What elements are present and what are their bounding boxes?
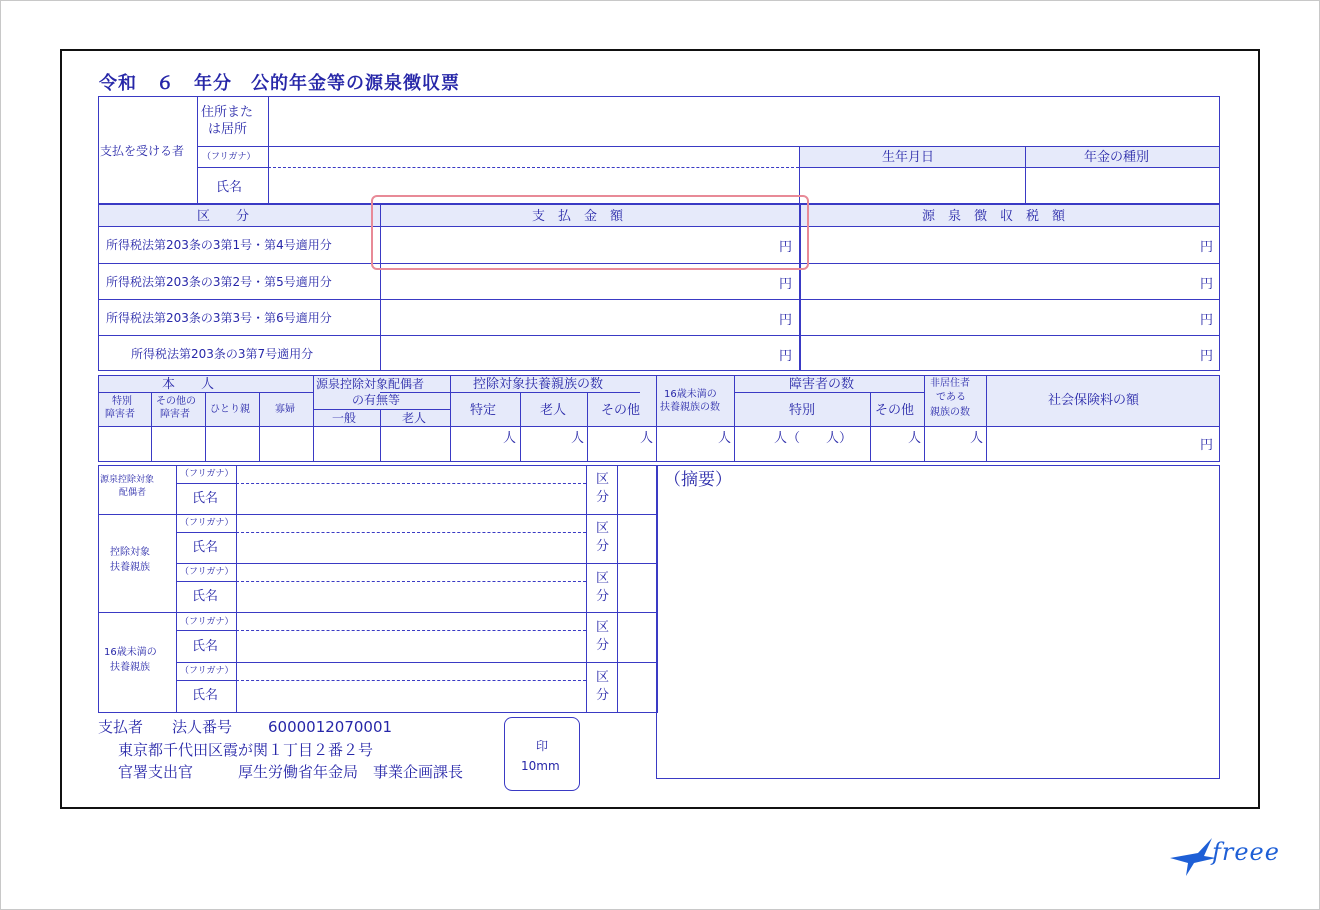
kubun-2a: 区 — [596, 521, 610, 536]
furigana-label: （フリガナ） — [202, 152, 256, 162]
disabled-count-label: 障害者の数 — [789, 377, 855, 392]
unit-nonresident: 人 — [970, 431, 984, 446]
fam-name-5: 氏名 — [192, 688, 219, 703]
freee-bird-icon — [1168, 832, 1218, 878]
remarks-box — [656, 465, 1220, 779]
kubun-4b: 分 — [596, 638, 610, 653]
disabled-special: 特別 — [789, 403, 816, 418]
yen-pay-1: 円 — [779, 240, 793, 255]
seal-size: 10mm — [521, 759, 560, 773]
fam-furigana-2: （フリガナ） — [180, 518, 234, 528]
birth-label: 生年月日 — [882, 150, 935, 165]
category-header: 区 分 — [197, 209, 250, 224]
spouse-group-2: 配偶者 — [119, 488, 147, 498]
unit-dep-elderly: 人 — [571, 431, 585, 446]
special-disabled-1: 特別 — [112, 396, 132, 407]
payer-address: 東京都千代田区霞が関１丁目２番２号 — [118, 741, 374, 759]
yen-tax-1: 円 — [1200, 240, 1214, 255]
unit-dep-other: 人 — [640, 431, 654, 446]
spouse-group-1: 源泉控除対象 — [100, 475, 155, 485]
form-title: 令和 ６ 年分 公的年金等の源泉徴収票 — [99, 73, 460, 94]
unit-disabled-other: 人 — [908, 431, 922, 446]
remarks-label: （摘要） — [664, 470, 732, 490]
social-insurance-label: 社会保険料の額 — [1048, 393, 1140, 408]
yen-tax-4: 円 — [1200, 349, 1214, 364]
kubun-1a: 区 — [596, 472, 610, 487]
fam-furigana-5: （フリガナ） — [180, 666, 234, 676]
corp-number: 6000012070001 — [268, 718, 393, 736]
kubun-2b: 分 — [596, 539, 610, 554]
under16-group-1: 16歳未満の — [104, 647, 157, 658]
freee-logo — [1168, 832, 1290, 878]
amount-row-3: 所得税法第203条の3第3号・第6号適用分 — [106, 311, 332, 325]
payer-label: 支払者 — [98, 718, 144, 736]
recipient-label: 支払を受ける者 — [100, 144, 185, 158]
fam-furigana-1: （フリガナ） — [180, 469, 234, 479]
seal-box — [504, 717, 580, 791]
seal-label: 印 — [536, 739, 549, 753]
unit-disabled-special: 人（ 人） — [774, 431, 853, 446]
address-label-2: は居所 — [208, 122, 248, 137]
corp-number-label: 法人番号 — [172, 718, 233, 736]
dep-other: その他 — [601, 403, 641, 418]
yen-pay-3: 円 — [779, 313, 793, 328]
dep-specific: 特定 — [470, 403, 497, 418]
under16-group-2: 扶養親族 — [110, 662, 150, 673]
kubun-3b: 分 — [596, 589, 610, 604]
unit-dep-specific: 人 — [503, 431, 517, 446]
kubun-5b: 分 — [596, 688, 610, 703]
self-label: 本 人 — [162, 377, 215, 392]
pension-type-label: 年金の種別 — [1084, 150, 1150, 165]
address-label-1: 住所また — [201, 105, 254, 120]
kubun-5a: 区 — [596, 670, 610, 685]
under16-2: 扶養親族の数 — [660, 402, 720, 413]
spouse-label-2: の有無等 — [352, 393, 401, 407]
other-disabled-1: その他の — [156, 396, 196, 407]
nonresident-1: 非居住者 — [930, 378, 970, 389]
nonresident-2: である — [936, 392, 966, 403]
fam-name-2: 氏名 — [192, 540, 219, 555]
dep-elderly: 老人 — [540, 403, 567, 418]
yen-pay-2: 円 — [779, 277, 793, 292]
fam-name-1: 氏名 — [192, 491, 219, 506]
dependents-label: 控除対象扶養親族の数 — [473, 377, 604, 392]
amount-row-1: 所得税法第203条の3第1号・第4号適用分 — [106, 238, 332, 252]
other-disabled-2: 障害者 — [160, 409, 190, 420]
single-parent-label: ひとり親 — [210, 404, 250, 415]
unit-under16: 人 — [718, 431, 732, 446]
payment-amount-highlight — [371, 195, 809, 270]
yen-social-insurance: 円 — [1200, 438, 1214, 453]
yen-tax-2: 円 — [1200, 277, 1214, 292]
payer-name-prefix: 官署支出官 — [118, 763, 194, 781]
widow-label: 寡婦 — [275, 404, 295, 415]
under16-1: 16歳未満の — [664, 389, 717, 400]
fam-furigana-4: （フリガナ） — [180, 617, 234, 627]
name-label: 氏名 — [216, 180, 243, 195]
dependents-group-2: 扶養親族 — [110, 562, 150, 573]
disabled-other: その他 — [875, 403, 915, 418]
fam-name-4: 氏名 — [192, 639, 219, 654]
withholding-slip-form — [60, 49, 1260, 809]
spouse-elderly: 老人 — [402, 411, 427, 425]
amount-row-4: 所得税法第203条の3第7号適用分 — [131, 347, 314, 361]
fam-furigana-3: （フリガナ） — [180, 567, 234, 577]
yen-tax-3: 円 — [1200, 313, 1214, 328]
spouse-label-1: 源泉控除対象配偶者 — [316, 377, 425, 391]
nonresident-3: 親族の数 — [930, 407, 970, 418]
kubun-3a: 区 — [596, 571, 610, 586]
special-disabled-2: 障害者 — [105, 409, 135, 420]
spouse-general: 一般 — [332, 411, 357, 425]
dependents-group-1: 控除対象 — [110, 547, 150, 558]
payment-header: 支 払 金 額 — [532, 209, 624, 224]
yen-pay-4: 円 — [779, 349, 793, 364]
payer-name: 厚生労働省年金局 事業企画課長 — [238, 763, 464, 781]
kubun-4a: 区 — [596, 620, 610, 635]
kubun-1b: 分 — [596, 490, 610, 505]
tax-header: 源 泉 徴 収 税 額 — [922, 209, 1066, 224]
amount-row-2: 所得税法第203条の3第2号・第5号適用分 — [106, 275, 332, 289]
freee-wordmark: freee — [1212, 838, 1280, 866]
fam-name-3: 氏名 — [192, 589, 219, 604]
